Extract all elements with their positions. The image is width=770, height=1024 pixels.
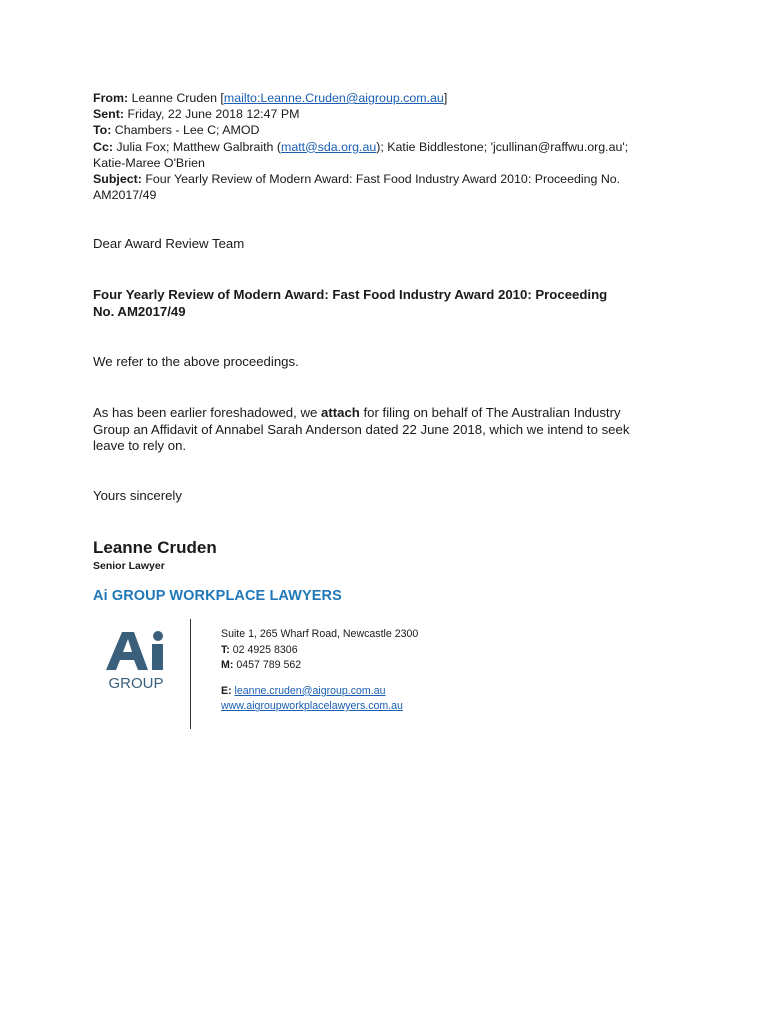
address: Suite 1, 265 Wharf Road, Newcastle 2300 xyxy=(221,628,419,640)
cc-email-link[interactable]: matt@sda.org.au xyxy=(281,139,377,154)
body-subject-line-1: Four Yearly Review of Modern Award: Fast Food Industry Award 2010: Proceeding xyxy=(93,287,608,302)
website-line xyxy=(221,699,418,715)
signature-email-link[interactable]: leanne.cruden@aigroup.com.au xyxy=(234,684,386,697)
email-header xyxy=(93,90,693,203)
body-subject-line-2: No. AM2017/49 xyxy=(93,303,186,319)
signature-divider xyxy=(190,619,191,729)
mobile-label: M: xyxy=(221,659,234,672)
paragraph-2-text-b: for filing on behalf of The Australian Industry xyxy=(359,405,621,420)
paragraph-1: We refer to the above proceedings. xyxy=(93,354,299,369)
firm-name: Ai GROUP WORKPLACE LAWYERS xyxy=(93,588,342,604)
paragraph-2-line-1 xyxy=(93,405,693,422)
logo-group-text: GROUP xyxy=(108,675,164,692)
cc-line-2: Katie-Maree O'Brien xyxy=(93,155,205,170)
cc-prefix: Julia Fox; Matthew Galbraith ( xyxy=(116,139,282,154)
subject-label: Subject: xyxy=(93,172,142,187)
subject-line-2: AM2017/49 xyxy=(93,188,157,203)
paragraph-2-bold: attach xyxy=(321,405,360,420)
signature-name: Leanne Cruden xyxy=(93,538,217,557)
paragraph-2 xyxy=(93,405,693,455)
paragraph-2-line-3: leave to rely on. xyxy=(93,438,187,453)
logo-i-dot xyxy=(153,631,163,641)
from-close: ] xyxy=(443,91,448,105)
sent-line xyxy=(93,106,693,122)
mobile-line xyxy=(221,658,418,674)
closing: Yours sincerely xyxy=(93,488,182,503)
logo-i-stem xyxy=(152,644,163,670)
from-label: From: xyxy=(93,91,129,105)
paragraph-2-text-a: As has been earlier foreshadowed, we xyxy=(93,405,321,420)
cc-label: Cc: xyxy=(93,139,113,154)
ai-group-logo xyxy=(100,626,172,692)
mobile-value: 0457 789 562 xyxy=(236,659,302,672)
to-value: Chambers - Lee C; AMOD xyxy=(114,123,260,138)
email-label: E: xyxy=(221,684,232,697)
sent-label: Sent: xyxy=(93,107,124,122)
phone-value: 02 4925 8306 xyxy=(232,643,298,656)
to-line xyxy=(93,122,693,138)
subject-line xyxy=(93,171,693,187)
subject-value: Four Yearly Review of Modern Award: Fast Food Industry Award 2010: Proceeding No. xyxy=(145,172,621,187)
contact-block xyxy=(221,627,418,715)
contact-gap xyxy=(221,674,418,684)
website-link[interactable]: www.aigroupworkplacelawyers.com.au xyxy=(221,700,403,713)
paragraph-2-line-2: Group an Affidavit of Annabel Sarah Anderson dated 22 June 2018, which we intend to seek xyxy=(93,421,630,437)
greeting: Dear Award Review Team xyxy=(93,236,245,251)
cc-line xyxy=(93,139,693,155)
from-line xyxy=(93,90,693,106)
to-label: To: xyxy=(93,123,112,138)
from-name: Leanne Cruden [ xyxy=(131,91,224,105)
cc-suffix: ); Katie Biddlestone; 'jcullinan@raffwu.org.au'; xyxy=(376,139,629,154)
from-email-link[interactable]: mailto:Leanne.Cruden@aigroup.com.au xyxy=(223,91,444,105)
phone-line xyxy=(221,643,418,659)
signature-title: Senior Lawyer xyxy=(93,560,165,572)
email-line xyxy=(221,684,418,700)
body-subject xyxy=(93,287,693,320)
sent-value: Friday, 22 June 2018 12:47 PM xyxy=(127,107,300,122)
phone-label: T: xyxy=(221,643,230,656)
